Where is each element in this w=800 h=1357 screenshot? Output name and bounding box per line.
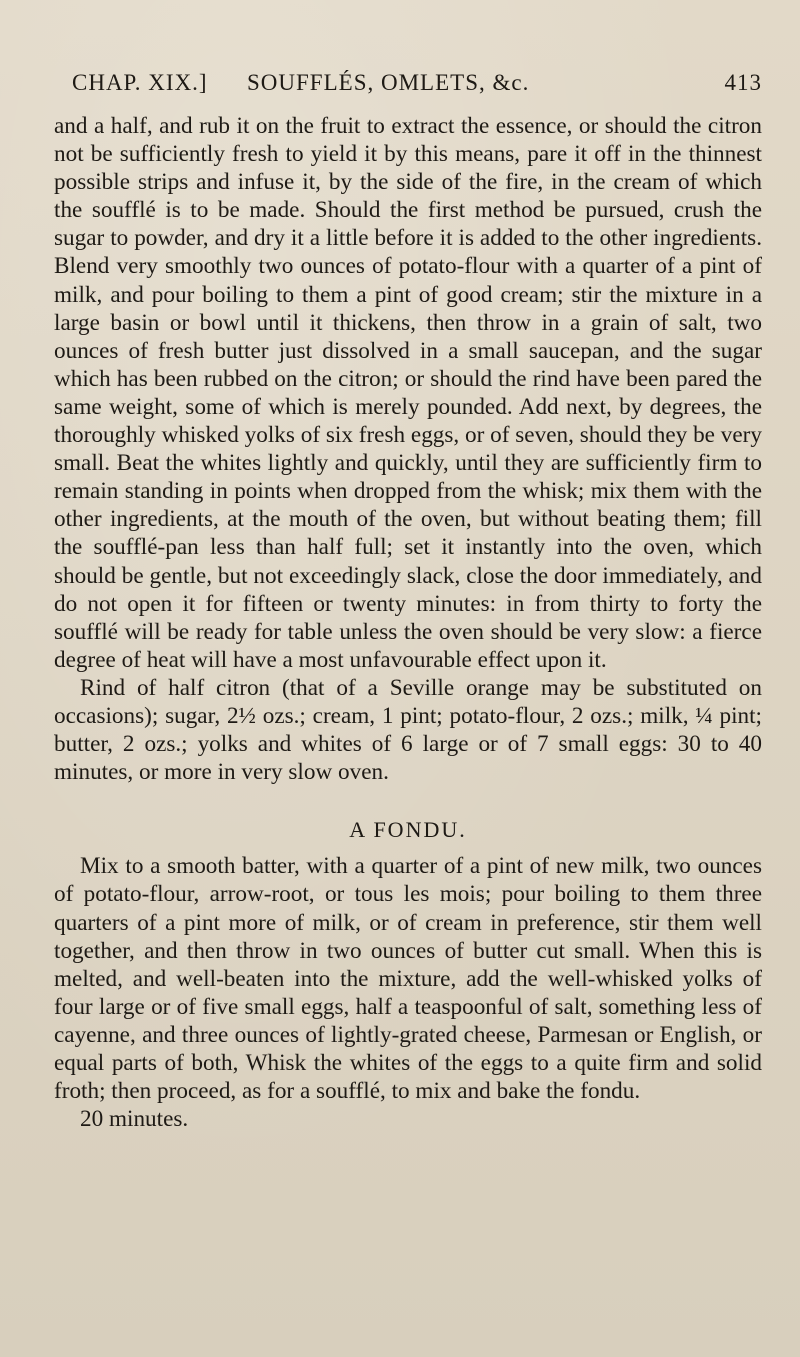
body-text [54,112,762,1133]
paragraph-souffle-method: and a half, and rub it on the fruit to extract the essence, or should the citron not be sufficiently fresh to yield it by this means, pare it off in the thinnest possible strips and infuse it, by the side of the fire, in the cream of which the soufflé is to be made. Should the first method be pursued, crush the sugar to powder, and dry it a little before it is added to the other ingredients. Blend very smoothly two ounces of potato-flour with a quarter of a pint of milk, and pour boiling to them a pint of good cream; stir the mixture in a large basin or bowl until it thickens, then throw in a grain of salt, two ounces of fresh butter just dissolved in a small saucepan, and the sugar which has been rubbed on the citron; or should the rind have been pared the same weight, some of which is merely pounded. Add next, by degrees, the thoroughly whisked yolks of six fresh eggs, or of seven, should they be very small. Beat the whites lightly and quickly, until they are sufficiently firm to remain standing in points when dropped from the whisk; mix them with the other ingredients, at the mouth of the oven, but without beating them; fill the soufflé-pan less than half full; set it instantly into the oven, which should be gentle, but not exceedingly slack, close the door immediately, and do not open it for fifteen or twenty minutes: in from thirty to forty the soufflé will be ready for table unless the oven should be very slow: a fierce degree of heat will have a most unfavourable effect upon it. [54,113,762,673]
chapter-label: CHAP. XIX.] [72,70,208,95]
running-title: SOUFFLÉS, OMLETS, &c. [247,70,530,95]
paragraph-souffle-ingredients: Rind of half citron (that of a Seville orange may be substituted on occasions); sugar, 2½ ozs.; cream, 1 pint; potato-flour, 2 ozs.; milk, ¼ pint; butter, 2 ozs.; yolks and whites of 6 large or of 7 small eggs: 30 to 40 minutes, or more in very slow oven. [54,674,762,786]
paragraph-fondu-method: Mix to a smooth batter, with a quarter of a pint of new milk, two ounces of potato-flour, arrow-root, or tous les mois; pour boiling to them three quarters of a pint more of milk, or of cream in preference, stir them well together, and then throw in two ounces of butter cut small. When this is melted, and well-beaten into the mixture, add the well-whisked yolks of four large or of five small eggs, half a teaspoonful of salt, something less of cayenne, and three ounces of lightly-grated cheese, Parmesan or English, or equal parts of both, Whisk the whites of the eggs to a quite firm and solid froth; then proceed, as for a soufflé, to mix and bake the fondu. [54,853,762,1105]
running-head [72,70,762,110]
paragraph-fondu-time: 20 minutes. [80,1106,189,1133]
section-heading-fondu: A FONDU. [349,817,467,843]
page-number: 413 [724,70,762,95]
